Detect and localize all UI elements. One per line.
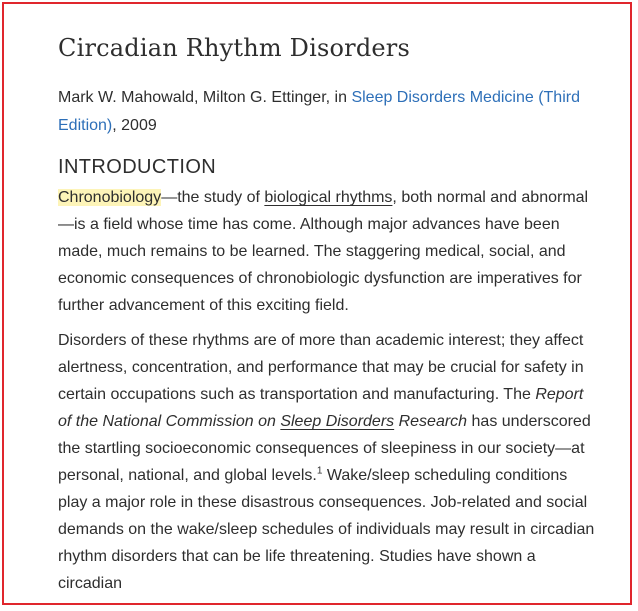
report-title-italic-b: Research [394, 413, 468, 430]
footnote-reference[interactable]: 1 [316, 465, 323, 477]
sleep-disorders-link[interactable]: Sleep Disorders [280, 413, 395, 430]
paragraph-1-text-b: , both normal and abnormal—is a field whose time has come. Although major advances have been made, much remains to be learned. The staggering medical, social, and economic consequences of chronobiologic dysfunction are imperatives for further advancement of this exciting field. [58, 189, 589, 314]
paragraph-1-text-a: —the study of [161, 189, 265, 206]
authors-text: Mark W. Mahowald, Milton G. Ettinger, in [58, 89, 352, 106]
paragraph-2-text-a: Disorders of these rhythms are of more than academic interest; they affect alertness, concentration, and performance that may be crucial for safety in certain occupations such as transportation and manufacturing. The [58, 332, 584, 403]
book-link[interactable]: Sleep Disorders Medicine (Third Edition) [58, 89, 580, 134]
paragraph-2 [58, 327, 600, 597]
chapter-title: Circadian Rhythm Disorders [58, 34, 410, 62]
publication-year: , 2009 [112, 117, 157, 134]
biological-rhythms-link[interactable]: biological rhythms [264, 189, 393, 206]
paragraph-1 [58, 184, 600, 319]
section-heading: INTRODUCTION [58, 156, 217, 178]
chapter-citation [58, 84, 600, 140]
report-title-italic-a: Report of the National Commission on [58, 386, 584, 430]
highlighted-term[interactable]: Chronobiology [58, 189, 162, 206]
paragraph-2-text-b: has underscored the startling socioeconomic consequences of sleepiness in our society—at personal, national, and global levels. [58, 413, 591, 484]
article-content [58, 32, 600, 605]
paragraph-2-text-c: Wake/sleep scheduling conditions play a major role in these disastrous consequences. Job-related and social demands on the wake/sleep schedules of individuals may result in circadian rhythm disorders that can be life threatening. Studies have shown a circadian [58, 467, 595, 592]
article-frame [2, 2, 632, 605]
